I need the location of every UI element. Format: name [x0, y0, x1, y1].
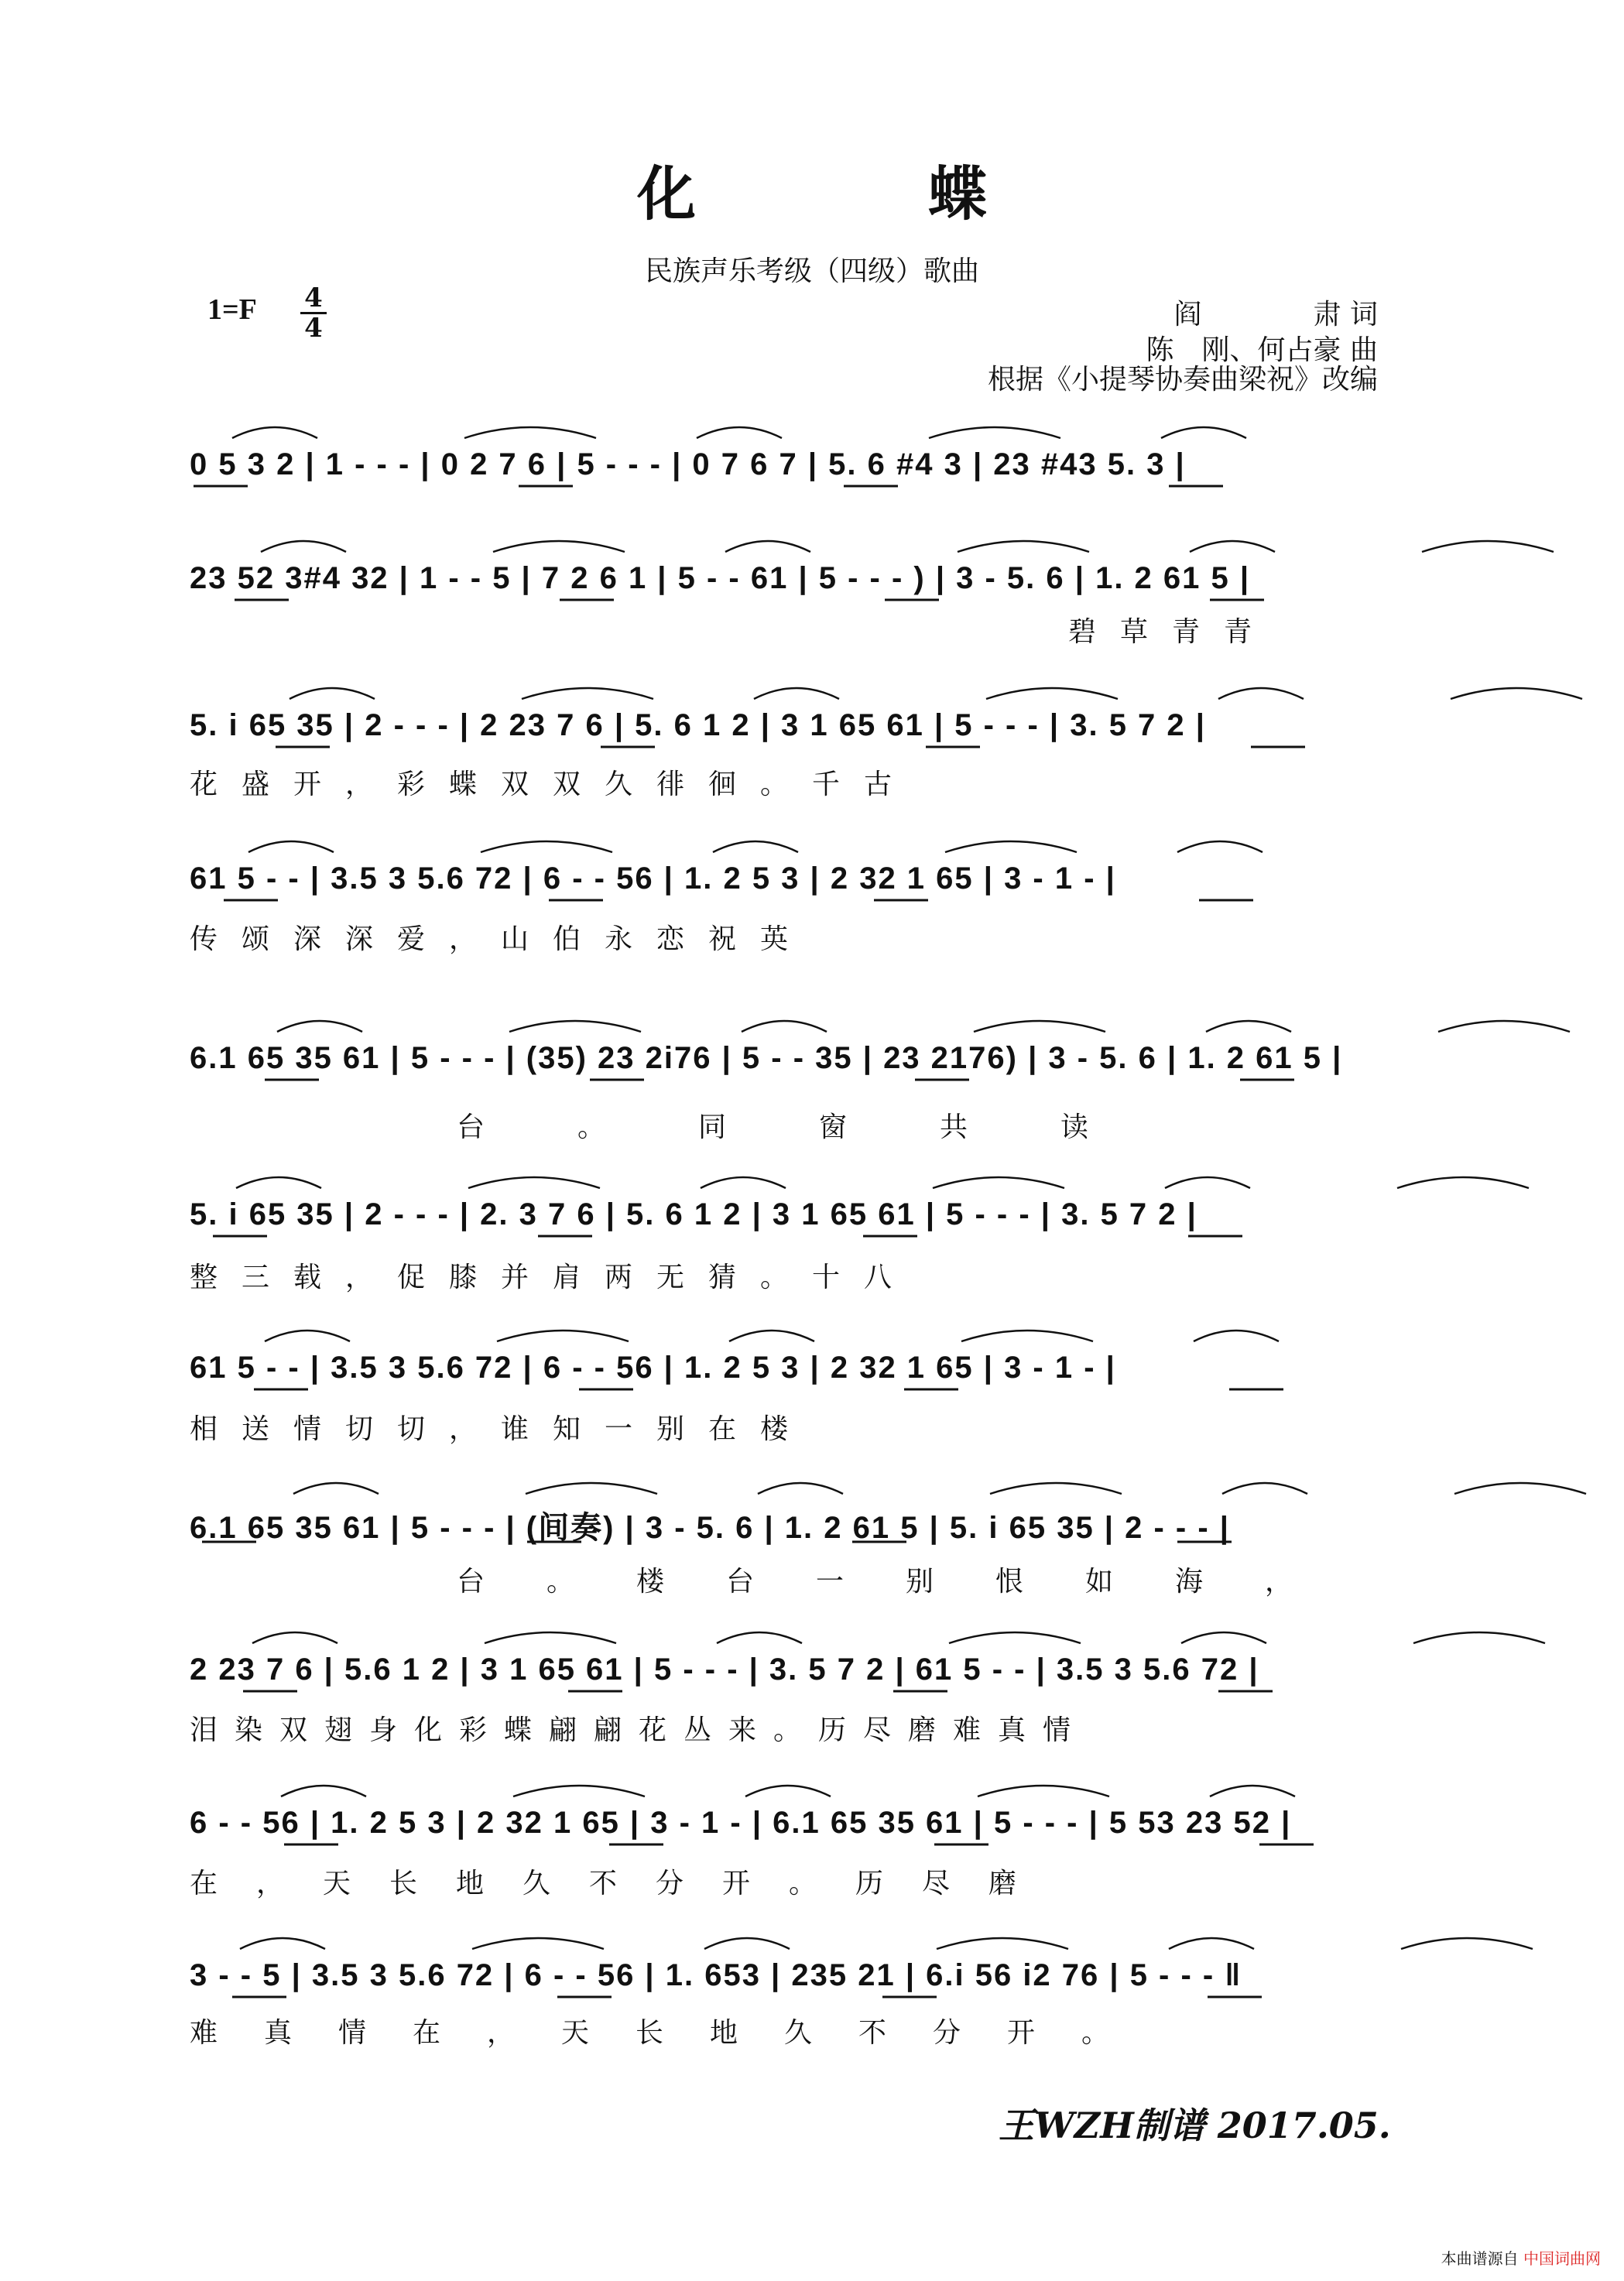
slur-arc [697, 427, 782, 438]
time-signature-top: 4 [304, 283, 323, 313]
credit-lyricist: 阎 肃 词 [1173, 299, 1378, 331]
slur-arc [497, 1331, 629, 1341]
slur-arc [978, 1786, 1109, 1796]
slur-arc [277, 1021, 362, 1032]
notation-row: 61 5 - - | 3.5 3 5.6 72 | 6 - - 56 | 1. 2 5 3 | 2 32 1 65 | 3 - 1 - | [190, 1351, 1116, 1385]
slur-arc [1397, 1177, 1529, 1188]
slur-arc [745, 1786, 831, 1796]
slur-arc [754, 688, 839, 699]
key-signature: 1=F [207, 293, 257, 326]
slur-arc [481, 841, 612, 852]
slur-arc [986, 688, 1118, 699]
slur-arc [1206, 1021, 1291, 1032]
slur-arc [1190, 541, 1275, 552]
notation-row: 5. i 65 35 | 2 - - - | 2. 3 7 6 | 5. 6 1 2 | 3 1 65 61 | 5 - - - | 3. 5 7 2 | [190, 1197, 1197, 1231]
slur-arc [261, 541, 346, 552]
slur-arc [1161, 427, 1246, 438]
slur-arc [704, 1938, 790, 1949]
slur-arc [990, 1483, 1122, 1494]
notation-row: 0 5 3 2 | 1 - - - | 0 2 7 6 | 5 - - - | 0 7 6 7 | 5. 6 #4 3 | 23 #43 5. 3 | [190, 447, 1186, 481]
slur-arc [742, 1021, 827, 1032]
slur-arc [265, 1331, 350, 1341]
slur-arc [945, 841, 1077, 852]
slur-arc [701, 1177, 786, 1188]
slur-arc [1165, 1177, 1250, 1188]
slur-arc [472, 1938, 604, 1949]
lyrics-row: 难真情在，天长地久不分开。 [190, 2017, 1156, 2049]
notation-row: 61 5 - - | 3.5 3 5.6 72 | 6 - - 56 | 1. 2 5 3 | 2 32 1 65 | 3 - 1 - | [190, 861, 1116, 896]
slur-arc [1413, 1632, 1545, 1643]
slur-arc [717, 1632, 802, 1643]
slur-arc [1169, 1938, 1254, 1949]
slur-arc [713, 841, 798, 852]
slur-arc [958, 541, 1089, 552]
credit-arrangement: 根据《小提琴协奏曲梁祝》改编 [987, 364, 1378, 396]
slur-arc [1194, 1331, 1279, 1341]
slur-arc [526, 1483, 657, 1494]
notation-row: 6.1 65 35 61 | 5 - - - | (35) 23 2i76 | 5 - - 35 | 23 2176) | 3 - 5. 6 | 1. 2 61 5 | [190, 1041, 1343, 1075]
slur-arc [758, 1483, 843, 1494]
slur-arc [961, 1331, 1093, 1341]
time-signature-bottom: 4 [304, 313, 323, 344]
slur-arc [937, 1938, 1068, 1949]
slur-arc [1454, 1483, 1586, 1494]
notation-row: 2 23 7 6 | 5.6 1 2 | 3 1 65 61 | 5 - - - | 3. 5 7 2 | 61 5 - - | 3.5 3 5.6 72 | [190, 1653, 1259, 1687]
transcriber-signature: 王WZH制谱 2017.05. [999, 2105, 1391, 2146]
slur-arc [281, 1786, 366, 1796]
slur-arc [1181, 1632, 1266, 1643]
slur-arc [513, 1786, 645, 1796]
page-title: 化蝶 [637, 159, 1219, 228]
slur-arc [1438, 1021, 1570, 1032]
notation-row: 3 - - 5 | 3.5 3 5.6 72 | 6 - - 56 | 1. 653 | 235 21 | 6.i 56 i2 76 | 5 - - - ‖ [190, 1958, 1242, 1992]
footer-brand-link[interactable]: 中国词曲网 [1523, 2249, 1601, 2268]
slur-arc [933, 1177, 1064, 1188]
slur-arc [1222, 1483, 1307, 1494]
slur-arc [1218, 688, 1304, 699]
slur-arc [240, 1938, 325, 1949]
slur-arc [248, 841, 334, 852]
slur-arc [929, 427, 1060, 438]
slur-arc [1422, 541, 1554, 552]
slur-arc [725, 541, 810, 552]
slur-arc [974, 1021, 1105, 1032]
slur-arc [1401, 1938, 1533, 1949]
footer-label: 本曲谱源自 [1441, 2249, 1519, 2268]
slur-arc [236, 1177, 321, 1188]
lyrics-row: 整三载，促膝并肩两无猜。十八 [190, 1262, 916, 1293]
slur-arc [290, 688, 375, 699]
notation-row: 5. i 65 35 | 2 - - - | 2 23 7 6 | 5. 6 1 2 | 3 1 65 61 | 5 - - - | 3. 5 7 2 | [190, 708, 1206, 742]
notation-row: 23 52 3#4 32 | 1 - - 5 | 7 2 6 1 | 5 - - 61 | 5 - - - ) | 3 - 5. 6 | 1. 2 61 5 | [190, 561, 1251, 595]
slur-arc [232, 427, 317, 438]
slur-arc [293, 1483, 379, 1494]
time-signature [300, 283, 327, 344]
notation-row: 6.1 65 35 61 | 5 - - - | (间奏) | 3 - 5. 6 | 1. 2 61 5 | 5. i 65 35 | 2 - - - | [190, 1511, 1230, 1545]
notation-row: 6 - - 56 | 1. 2 5 3 | 2 32 1 65 | 3 - 1 - | 6.1 65 35 61 | 5 - - - | 5 53 23 52 | [190, 1806, 1292, 1840]
slur-arc [493, 541, 625, 552]
slur-arc [1210, 1786, 1295, 1796]
slur-arc [252, 1632, 337, 1643]
slur-arc [1451, 688, 1582, 699]
slur-arc [949, 1632, 1081, 1643]
credit-composer: 陈 刚、何占豪 曲 [1146, 334, 1378, 366]
slur-arc [522, 688, 653, 699]
lyrics-row: 在，天长地久不分开。历尽磨 [190, 1868, 1056, 1899]
lyrics-row: 台。楼台一别恨如海， [457, 1566, 1355, 1598]
lyrics-row: 相送情切切，谁知一别在楼 [190, 1413, 813, 1445]
slur-arc [468, 1177, 600, 1188]
lyrics-row: 碧草青青 [1068, 616, 1276, 648]
lyrics-row: 花盛开，彩蝶双双久徘徊。千古 [190, 769, 916, 800]
slur-arc [509, 1021, 641, 1032]
slur-arc [1177, 841, 1263, 852]
lyrics-row: 泪染双翅身化彩蝶翩翩花丛来。历尽磨难真情 [190, 1714, 1088, 1746]
lyrics-row: 传颂深深爱，山伯永恋祝英 [190, 923, 813, 955]
slur-arc [729, 1331, 814, 1341]
slur-arc [485, 1632, 616, 1643]
lyrics-row: 台。同窗共读 [457, 1111, 1182, 1143]
slur-arc [464, 427, 596, 438]
subtitle: 民族声乐考级（四级）歌曲 [644, 255, 979, 287]
source-footer [1441, 2246, 1601, 2269]
